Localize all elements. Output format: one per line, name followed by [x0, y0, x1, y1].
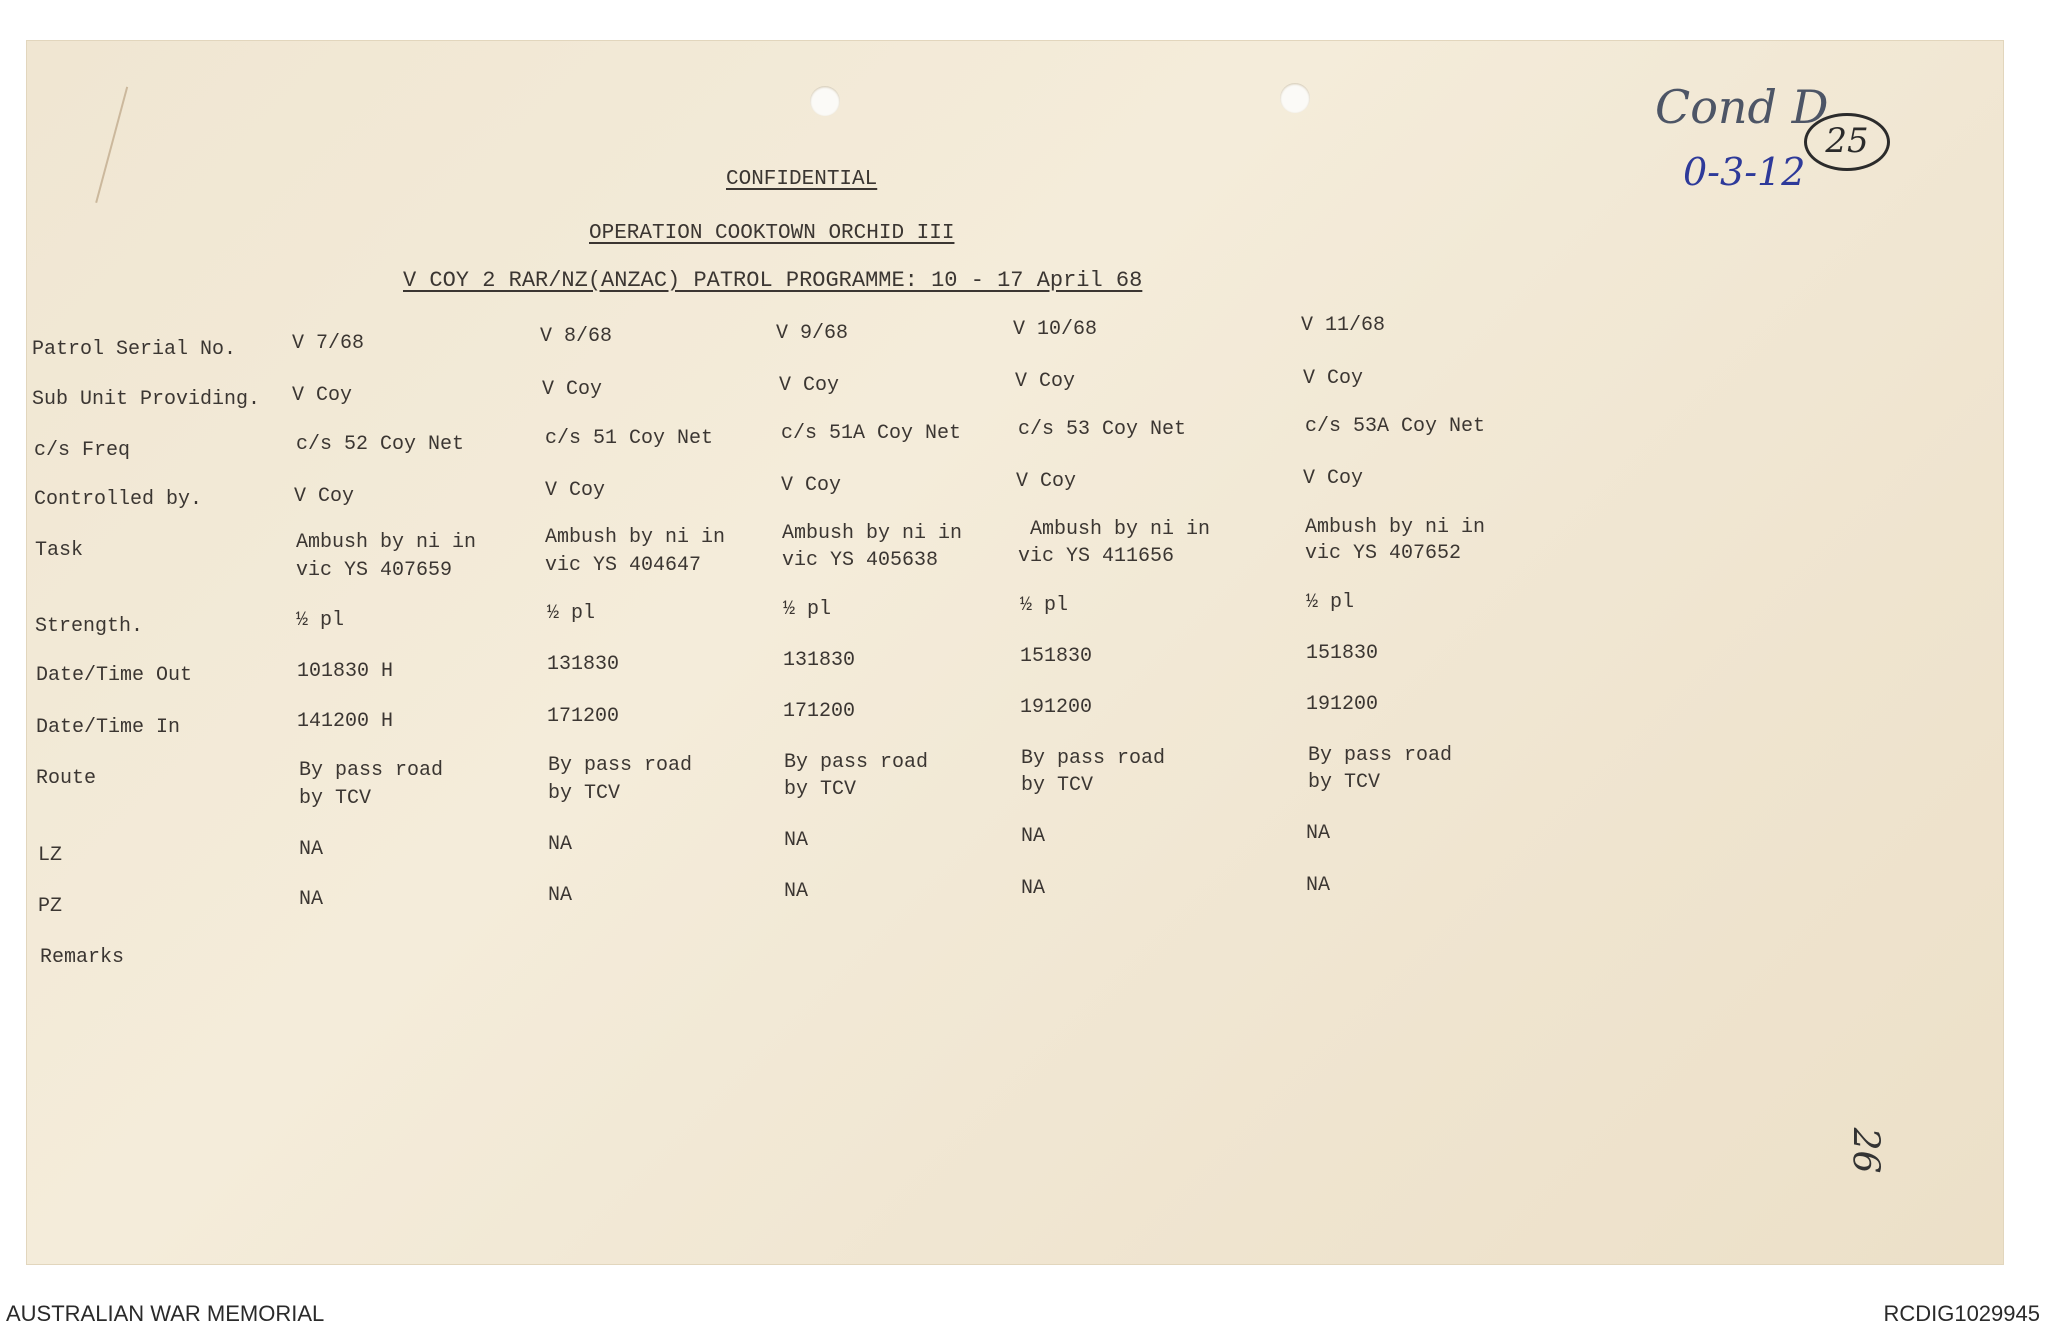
- cell-strength: ½ pl: [1306, 591, 1355, 614]
- cell-task-line-2: vic YS 407659: [296, 559, 453, 582]
- handwritten-corner: 26: [1844, 1127, 1886, 1174]
- cell-freq: c/s 51A Coy Net: [781, 422, 962, 445]
- label-remarks: Remarks: [40, 946, 125, 969]
- label-sub-unit: Sub Unit Providing.: [32, 388, 261, 411]
- cell-task-line-1: Ambush by ni in: [296, 531, 477, 554]
- cell-sub-unit: V Coy: [1015, 370, 1076, 393]
- cell-route-line-1: By pass road: [1308, 744, 1453, 767]
- cell-pz: NA: [548, 884, 573, 907]
- label-date-time-out: Date/Time Out: [36, 664, 193, 687]
- cell-route-line-2: by TCV: [299, 787, 372, 810]
- label-route: Route: [36, 767, 97, 790]
- label-lz: LZ: [38, 844, 63, 867]
- cell-route-line-2: by TCV: [1021, 774, 1094, 797]
- cell-controlled: V Coy: [1303, 467, 1364, 490]
- cell-freq: c/s 51 Coy Net: [545, 427, 714, 450]
- cell-pz: NA: [1021, 877, 1046, 900]
- cell-route-line-2: by TCV: [1308, 771, 1381, 794]
- cell-lz: NA: [548, 833, 573, 856]
- handwritten-cond: Cond D: [1655, 80, 1829, 134]
- document-sheet: [26, 40, 2004, 1265]
- cell-pz: NA: [299, 888, 324, 911]
- label-date-time-in: Date/Time In: [36, 716, 181, 739]
- punch-hole-right: [1280, 83, 1310, 113]
- classification-heading: CONFIDENTIAL: [726, 168, 878, 191]
- cell-task-line-1: Ambush by ni in: [1030, 518, 1211, 541]
- cell-serial: V 9/68: [776, 322, 849, 345]
- cell-time-in: 191200: [1306, 693, 1379, 716]
- cell-route-line-1: By pass road: [784, 751, 929, 774]
- handwritten-page-number: 25: [1804, 113, 1890, 171]
- cell-serial: V 7/68: [292, 332, 365, 355]
- cell-route-line-2: by TCV: [548, 782, 621, 805]
- handwritten-ref: 0-3-12: [1683, 150, 1806, 194]
- cell-time-out: 101830 H: [297, 660, 394, 683]
- cell-strength: ½ pl: [1020, 594, 1069, 617]
- cell-task-line-2: vic YS 407652: [1305, 542, 1462, 565]
- cell-freq: c/s 53 Coy Net: [1018, 418, 1187, 441]
- cell-time-in: 191200: [1020, 696, 1093, 719]
- footer-source: AUSTRALIAN WAR MEMORIAL: [6, 1301, 325, 1326]
- cell-route-line-1: By pass road: [299, 759, 444, 782]
- label-patrol-serial: Patrol Serial No.: [32, 338, 237, 361]
- cell-lz: NA: [784, 829, 809, 852]
- cell-route-line-1: By pass road: [1021, 747, 1166, 770]
- cell-time-out: 151830: [1306, 642, 1379, 665]
- cell-serial: V 10/68: [1013, 318, 1098, 341]
- cell-task-line-1: Ambush by ni in: [782, 522, 963, 545]
- label-controlled-by: Controlled by.: [34, 488, 203, 511]
- cell-time-out: 151830: [1020, 645, 1093, 668]
- cell-task-line-1: Ambush by ni in: [545, 526, 726, 549]
- cell-strength: ½ pl: [783, 598, 832, 621]
- cell-pz: NA: [784, 880, 809, 903]
- cell-serial: V 11/68: [1301, 314, 1386, 337]
- cell-freq: c/s 52 Coy Net: [296, 433, 465, 456]
- cell-time-out: 131830: [547, 653, 620, 676]
- cell-serial: V 8/68: [540, 325, 613, 348]
- cell-freq: c/s 53A Coy Net: [1305, 415, 1486, 438]
- cell-controlled: V Coy: [294, 485, 355, 508]
- cell-lz: NA: [299, 838, 324, 861]
- cell-route-line-2: by TCV: [784, 778, 857, 801]
- cell-sub-unit: V Coy: [542, 378, 603, 401]
- cell-controlled: V Coy: [1016, 470, 1077, 493]
- cell-time-in: 171200: [547, 705, 620, 728]
- cell-sub-unit: V Coy: [779, 374, 840, 397]
- cell-task-line-2: vic YS 404647: [545, 554, 702, 577]
- cell-strength: ½ pl: [296, 609, 345, 632]
- label-task: Task: [35, 539, 84, 562]
- cell-task-line-1: Ambush by ni in: [1305, 516, 1486, 539]
- label-cs-freq: c/s Freq: [34, 439, 131, 462]
- cell-controlled: V Coy: [781, 474, 842, 497]
- programme-heading: V COY 2 RAR/NZ(ANZAC) PATROL PROGRAMME: 10 - 17 April 68: [403, 268, 1143, 293]
- cell-task-line-2: vic YS 405638: [782, 549, 939, 572]
- cell-lz: NA: [1021, 825, 1046, 848]
- cell-sub-unit: V Coy: [292, 384, 353, 407]
- cell-strength: ½ pl: [547, 602, 596, 625]
- operation-heading: OPERATION COOKTOWN ORCHID III: [589, 222, 955, 245]
- cell-sub-unit: V Coy: [1303, 367, 1364, 390]
- label-strength: Strength.: [35, 615, 144, 638]
- cell-pz: NA: [1306, 874, 1331, 897]
- cell-controlled: V Coy: [545, 479, 606, 502]
- cell-task-line-2: vic YS 411656: [1018, 545, 1175, 568]
- cell-time-in: 171200: [783, 700, 856, 723]
- punch-hole-left: [810, 86, 840, 116]
- cell-time-out: 131830: [783, 649, 856, 672]
- footer-record-id: RCDIG1029945: [1883, 1301, 2040, 1326]
- cell-time-in: 141200 H: [297, 710, 394, 733]
- cell-lz: NA: [1306, 822, 1331, 845]
- cell-route-line-1: By pass road: [548, 754, 693, 777]
- label-pz: PZ: [38, 895, 63, 918]
